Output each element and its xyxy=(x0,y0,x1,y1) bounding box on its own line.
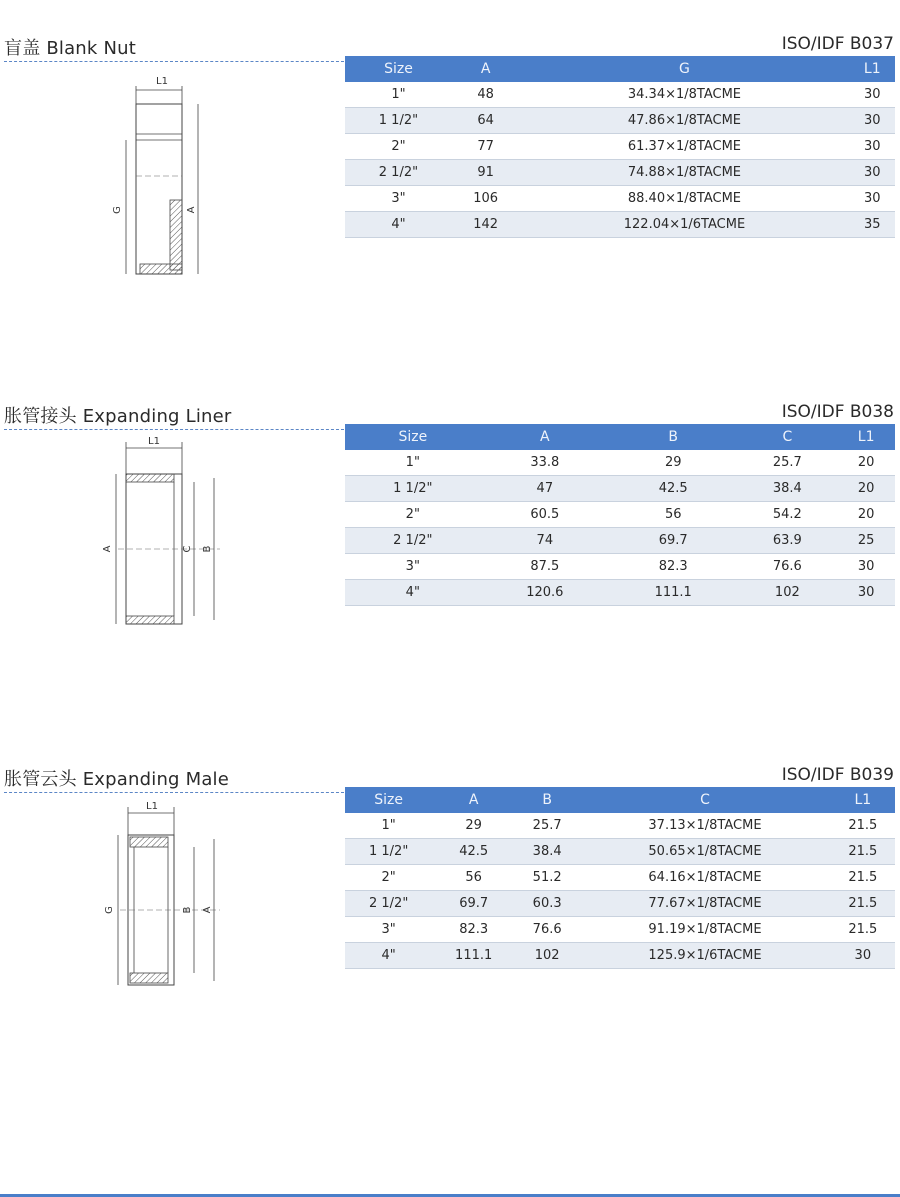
section-expanding-male xyxy=(0,759,900,1089)
cell: 47.86×1/8TACME xyxy=(519,108,849,134)
cell: 37.13×1/8TACME xyxy=(579,813,830,839)
dim-label-l1: L1 xyxy=(156,76,168,87)
divider xyxy=(4,792,344,793)
cell: 111.1 xyxy=(609,580,737,606)
cell: 60.3 xyxy=(515,891,579,917)
col-size: Size xyxy=(345,787,432,813)
cell: 42.5 xyxy=(609,476,737,502)
cell: 4" xyxy=(345,212,452,238)
technical-drawing xyxy=(90,64,240,294)
table-row xyxy=(345,160,895,186)
cell: 1" xyxy=(345,82,452,108)
cell: 1 1/2" xyxy=(345,476,481,502)
cell: 30 xyxy=(850,160,895,186)
cell: 47 xyxy=(481,476,609,502)
cell: 106 xyxy=(452,186,520,212)
dim-label-b: B xyxy=(202,545,213,553)
col-a: A xyxy=(481,424,609,450)
cell: 29 xyxy=(432,813,515,839)
cell: 30 xyxy=(837,554,895,580)
col-l1: L1 xyxy=(850,56,895,82)
table-row xyxy=(345,839,895,865)
col-b: B xyxy=(515,787,579,813)
table-row xyxy=(345,450,895,476)
cell: 82.3 xyxy=(609,554,737,580)
cell: 1 1/2" xyxy=(345,839,432,865)
cell: 20 xyxy=(837,502,895,528)
section-expanding-liner xyxy=(0,396,900,726)
col-c: C xyxy=(737,424,837,450)
cell: 64 xyxy=(452,108,520,134)
section-title: 胀管接头 Expanding Liner xyxy=(4,406,232,427)
cell: 142 xyxy=(452,212,520,238)
cell: 76.6 xyxy=(737,554,837,580)
cell: 3" xyxy=(345,186,452,212)
cell: 30 xyxy=(831,943,895,969)
cell: 38.4 xyxy=(737,476,837,502)
cell: 1" xyxy=(345,450,481,476)
col-size: Size xyxy=(345,56,452,82)
cell: 20 xyxy=(837,476,895,502)
cell: 25 xyxy=(837,528,895,554)
section-title: 胀管云头 Expanding Male xyxy=(4,769,230,790)
section-title: 盲盖 Blank Nut xyxy=(4,38,136,59)
cell: 63.9 xyxy=(737,528,837,554)
cell: 2 1/2" xyxy=(345,891,432,917)
cell: 54.2 xyxy=(737,502,837,528)
table-row xyxy=(345,134,895,160)
cell: 30 xyxy=(850,108,895,134)
col-l1: L1 xyxy=(831,787,895,813)
cell: 25.7 xyxy=(515,813,579,839)
table-row xyxy=(345,108,895,134)
spec-table xyxy=(345,424,895,606)
cell: 30 xyxy=(850,186,895,212)
cell: 56 xyxy=(609,502,737,528)
cell: 1" xyxy=(345,813,432,839)
cell: 91.19×1/8TACME xyxy=(579,917,830,943)
table-row xyxy=(345,580,895,606)
standard-code: ISO/IDF B037 xyxy=(781,34,894,54)
divider xyxy=(4,429,344,430)
cell: 69.7 xyxy=(609,528,737,554)
dim-label-a: A xyxy=(202,906,213,914)
table-row xyxy=(345,891,895,917)
col-a: A xyxy=(452,56,520,82)
col-g: G xyxy=(519,56,849,82)
divider xyxy=(4,61,344,62)
cell: 25.7 xyxy=(737,450,837,476)
standard-code: ISO/IDF B039 xyxy=(781,765,894,785)
cell: 21.5 xyxy=(831,891,895,917)
cell: 4" xyxy=(345,580,481,606)
col-b: B xyxy=(609,424,737,450)
technical-drawing xyxy=(90,432,240,662)
cell: 120.6 xyxy=(481,580,609,606)
cell: 4" xyxy=(345,943,432,969)
cell: 3" xyxy=(345,554,481,580)
cell: 56 xyxy=(432,865,515,891)
table-row xyxy=(345,528,895,554)
col-c: C xyxy=(579,787,830,813)
dim-label-a: A xyxy=(102,545,113,553)
spec-table xyxy=(345,56,895,238)
cell: 1 1/2" xyxy=(345,108,452,134)
cell: 64.16×1/8TACME xyxy=(579,865,830,891)
cell: 88.40×1/8TACME xyxy=(519,186,849,212)
cell: 33.8 xyxy=(481,450,609,476)
cell: 102 xyxy=(737,580,837,606)
cell: 50.65×1/8TACME xyxy=(579,839,830,865)
cell: 29 xyxy=(609,450,737,476)
cell: 91 xyxy=(452,160,520,186)
standard-code: ISO/IDF B038 xyxy=(781,402,894,422)
cell: 69.7 xyxy=(432,891,515,917)
cell: 2 1/2" xyxy=(345,528,481,554)
cell: 35 xyxy=(850,212,895,238)
cell: 51.2 xyxy=(515,865,579,891)
table-row xyxy=(345,917,895,943)
dim-label-g: G xyxy=(112,206,123,214)
cell: 125.9×1/6TACME xyxy=(579,943,830,969)
cell: 87.5 xyxy=(481,554,609,580)
table-row xyxy=(345,813,895,839)
cell: 2" xyxy=(345,502,481,528)
table-row xyxy=(345,476,895,502)
dim-label-b: B xyxy=(182,906,193,914)
table-row xyxy=(345,502,895,528)
cell: 60.5 xyxy=(481,502,609,528)
col-a: A xyxy=(432,787,515,813)
expanding-male-drawing xyxy=(90,795,240,1025)
cell: 21.5 xyxy=(831,917,895,943)
cell: 38.4 xyxy=(515,839,579,865)
dim-label-g: G xyxy=(104,906,115,914)
cell: 61.37×1/8TACME xyxy=(519,134,849,160)
section-blank-nut xyxy=(0,28,900,358)
cell: 34.34×1/8TACME xyxy=(519,82,849,108)
cell: 30 xyxy=(837,580,895,606)
col-l1: L1 xyxy=(837,424,895,450)
cell: 42.5 xyxy=(432,839,515,865)
spec-table xyxy=(345,787,895,969)
cell: 20 xyxy=(837,450,895,476)
cell: 21.5 xyxy=(831,839,895,865)
cell: 122.04×1/6TACME xyxy=(519,212,849,238)
dim-label-c: C xyxy=(182,545,193,553)
expanding-liner-drawing xyxy=(90,432,240,662)
cell: 2 1/2" xyxy=(345,160,452,186)
cell: 48 xyxy=(452,82,520,108)
col-size: Size xyxy=(345,424,481,450)
table-header-row xyxy=(345,56,895,82)
technical-drawing xyxy=(90,795,240,1025)
cell: 77 xyxy=(452,134,520,160)
table-row xyxy=(345,186,895,212)
dim-label-l1: L1 xyxy=(146,801,158,812)
cell: 3" xyxy=(345,917,432,943)
dim-label-a: A xyxy=(186,206,197,214)
cell: 2" xyxy=(345,134,452,160)
table-row xyxy=(345,82,895,108)
table-header-row xyxy=(345,424,895,450)
dim-label-l1: L1 xyxy=(148,436,160,447)
table-row xyxy=(345,943,895,969)
table-row xyxy=(345,865,895,891)
cell: 111.1 xyxy=(432,943,515,969)
table-row xyxy=(345,212,895,238)
table-header-row xyxy=(345,787,895,813)
cell: 74 xyxy=(481,528,609,554)
cell: 74.88×1/8TACME xyxy=(519,160,849,186)
table-row xyxy=(345,554,895,580)
cell: 21.5 xyxy=(831,813,895,839)
cell: 102 xyxy=(515,943,579,969)
cell: 30 xyxy=(850,134,895,160)
cell: 82.3 xyxy=(432,917,515,943)
cell: 30 xyxy=(850,82,895,108)
blank-nut-drawing xyxy=(90,64,240,294)
cell: 77.67×1/8TACME xyxy=(579,891,830,917)
cell: 2" xyxy=(345,865,432,891)
cell: 76.6 xyxy=(515,917,579,943)
cell: 21.5 xyxy=(831,865,895,891)
